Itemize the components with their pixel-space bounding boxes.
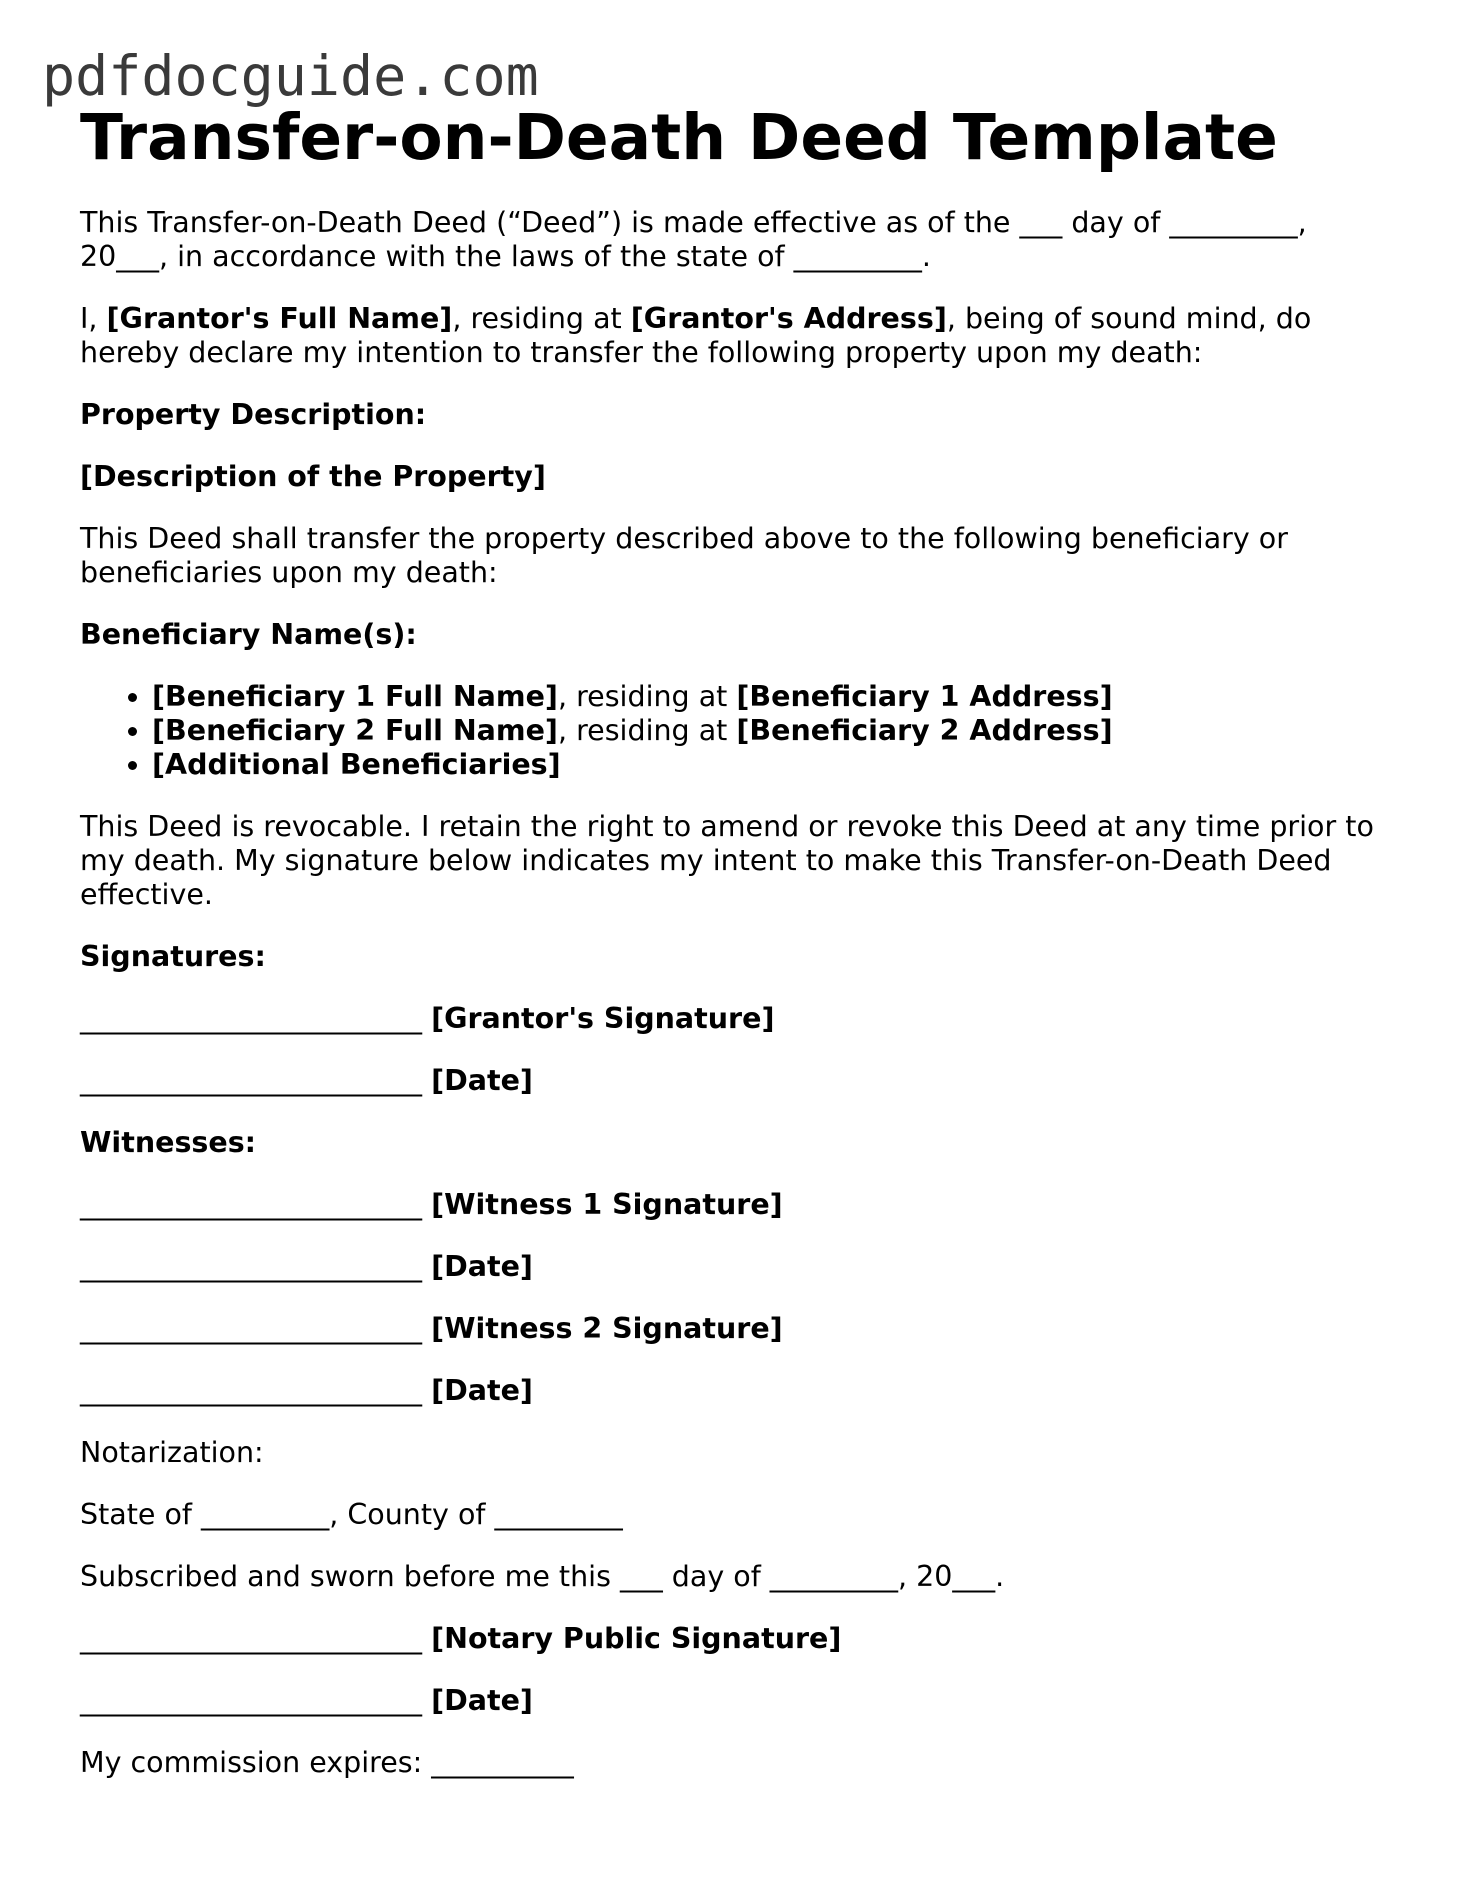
- witnesses-heading: [80, 1126, 1400, 1160]
- declaration-line-2: hereby declare my intention to transfer the following property upon my death:: [80, 336, 1203, 369]
- signature-blank: ________________________: [80, 1622, 422, 1655]
- revocable-line-2: my death. My signature below indicates my intent to make this Transfer-on-Death Deed: [80, 844, 1332, 877]
- notarization-heading: Notarization:: [80, 1436, 264, 1469]
- grantor-signature-line: [80, 1002, 1400, 1036]
- witness-1-signature-line: [80, 1188, 1400, 1222]
- notary-sworn-line: Subscribed and sworn before me this ___ day of _________, 20___.: [80, 1560, 1005, 1593]
- transfer-line-1: This Deed shall transfer the property described above to the following beneficiary or: [80, 522, 1288, 555]
- date-blank: ________________________: [80, 1684, 422, 1717]
- beneficiary-1-mid: , residing at: [557, 680, 737, 713]
- document-page: [80, 100, 1400, 1780]
- revocable-line-3: effective.: [80, 878, 213, 911]
- date-blank: ________________________: [80, 1250, 422, 1283]
- declaration-prefix: I,: [80, 302, 107, 335]
- intro-line-1: This Transfer-on-Death Deed (“Deed”) is made effective as of the ___ day of _________,: [80, 206, 1307, 239]
- declaration-mid: , residing at: [452, 302, 631, 335]
- signature-blank: ________________________: [80, 1312, 422, 1345]
- notary-date-line: [80, 1684, 1400, 1718]
- notary-date-label: [Date]: [431, 1684, 533, 1717]
- beneficiary-heading-text: Beneficiary Name(s):: [80, 618, 417, 651]
- date-blank: ________________________: [80, 1064, 422, 1097]
- beneficiary-1-name-field: [Beneficiary 1 Full Name]: [152, 680, 558, 713]
- signatures-heading: [80, 940, 1400, 974]
- beneficiary-2-mid: , residing at: [557, 714, 737, 747]
- revocable-paragraph: [80, 810, 1400, 912]
- transfer-paragraph: [80, 522, 1400, 590]
- property-description: [80, 460, 1400, 494]
- signatures-heading-text: Signatures:: [80, 940, 266, 973]
- witness-2-signature-label: [Witness 2 Signature]: [431, 1312, 783, 1345]
- list-item: [152, 714, 1400, 748]
- witness-2-date-line: [80, 1374, 1400, 1408]
- beneficiary-2-name-field: [Beneficiary 2 Full Name]: [152, 714, 558, 747]
- notary-signature-line: [80, 1622, 1400, 1656]
- revocable-line-1: This Deed is revocable. I retain the right to amend or revoke this Deed at any time prior to: [80, 810, 1374, 843]
- commission-expires: My commission expires: __________: [80, 1746, 574, 1779]
- beneficiary-list: [80, 680, 1400, 782]
- declaration-suffix: , being of sound mind, do: [946, 302, 1312, 335]
- grantor-date-label: [Date]: [431, 1064, 533, 1097]
- notary-state-county: State of _________, County of _________: [80, 1498, 623, 1531]
- property-description-field: [Description of the Property]: [80, 460, 546, 493]
- grantor-date-line: [80, 1064, 1400, 1098]
- grantor-name-field: [Grantor's Full Name]: [106, 302, 453, 335]
- witness-1-date-line: [80, 1250, 1400, 1284]
- additional-beneficiaries-field: [Additional Beneficiaries]: [152, 748, 561, 781]
- date-blank: ________________________: [80, 1374, 422, 1407]
- witness-2-signature-line: [80, 1312, 1400, 1346]
- beneficiary-2-address-field: [Beneficiary 2 Address]: [736, 714, 1113, 747]
- notary-signature-label: [Notary Public Signature]: [431, 1622, 842, 1655]
- beneficiary-1-address-field: [Beneficiary 1 Address]: [736, 680, 1113, 713]
- grantor-signature-label: [Grantor's Signature]: [431, 1002, 775, 1035]
- watermark: pdfdocguide.com: [42, 44, 539, 108]
- list-item: [152, 748, 1400, 782]
- witnesses-heading-text: Witnesses:: [80, 1126, 257, 1159]
- intro-paragraph: [80, 206, 1400, 274]
- intro-line-2: 20___, in accordance with the laws of the state of _________.: [80, 240, 931, 273]
- signature-blank: ________________________: [80, 1188, 422, 1221]
- witness-1-date-label: [Date]: [431, 1250, 533, 1283]
- grantor-address-field: [Grantor's Address]: [630, 302, 947, 335]
- declaration-paragraph: [80, 302, 1400, 370]
- signature-blank: ________________________: [80, 1002, 422, 1035]
- document-title: Transfer-on-Death Deed Template: [80, 101, 1278, 174]
- witness-2-date-label: [Date]: [431, 1374, 533, 1407]
- property-heading-text: Property Description:: [80, 398, 427, 431]
- transfer-line-2: beneficiaries upon my death:: [80, 556, 498, 589]
- witness-1-signature-label: [Witness 1 Signature]: [431, 1188, 783, 1221]
- list-item: [152, 680, 1400, 714]
- property-heading: [80, 398, 1400, 432]
- beneficiary-heading: [80, 618, 1400, 652]
